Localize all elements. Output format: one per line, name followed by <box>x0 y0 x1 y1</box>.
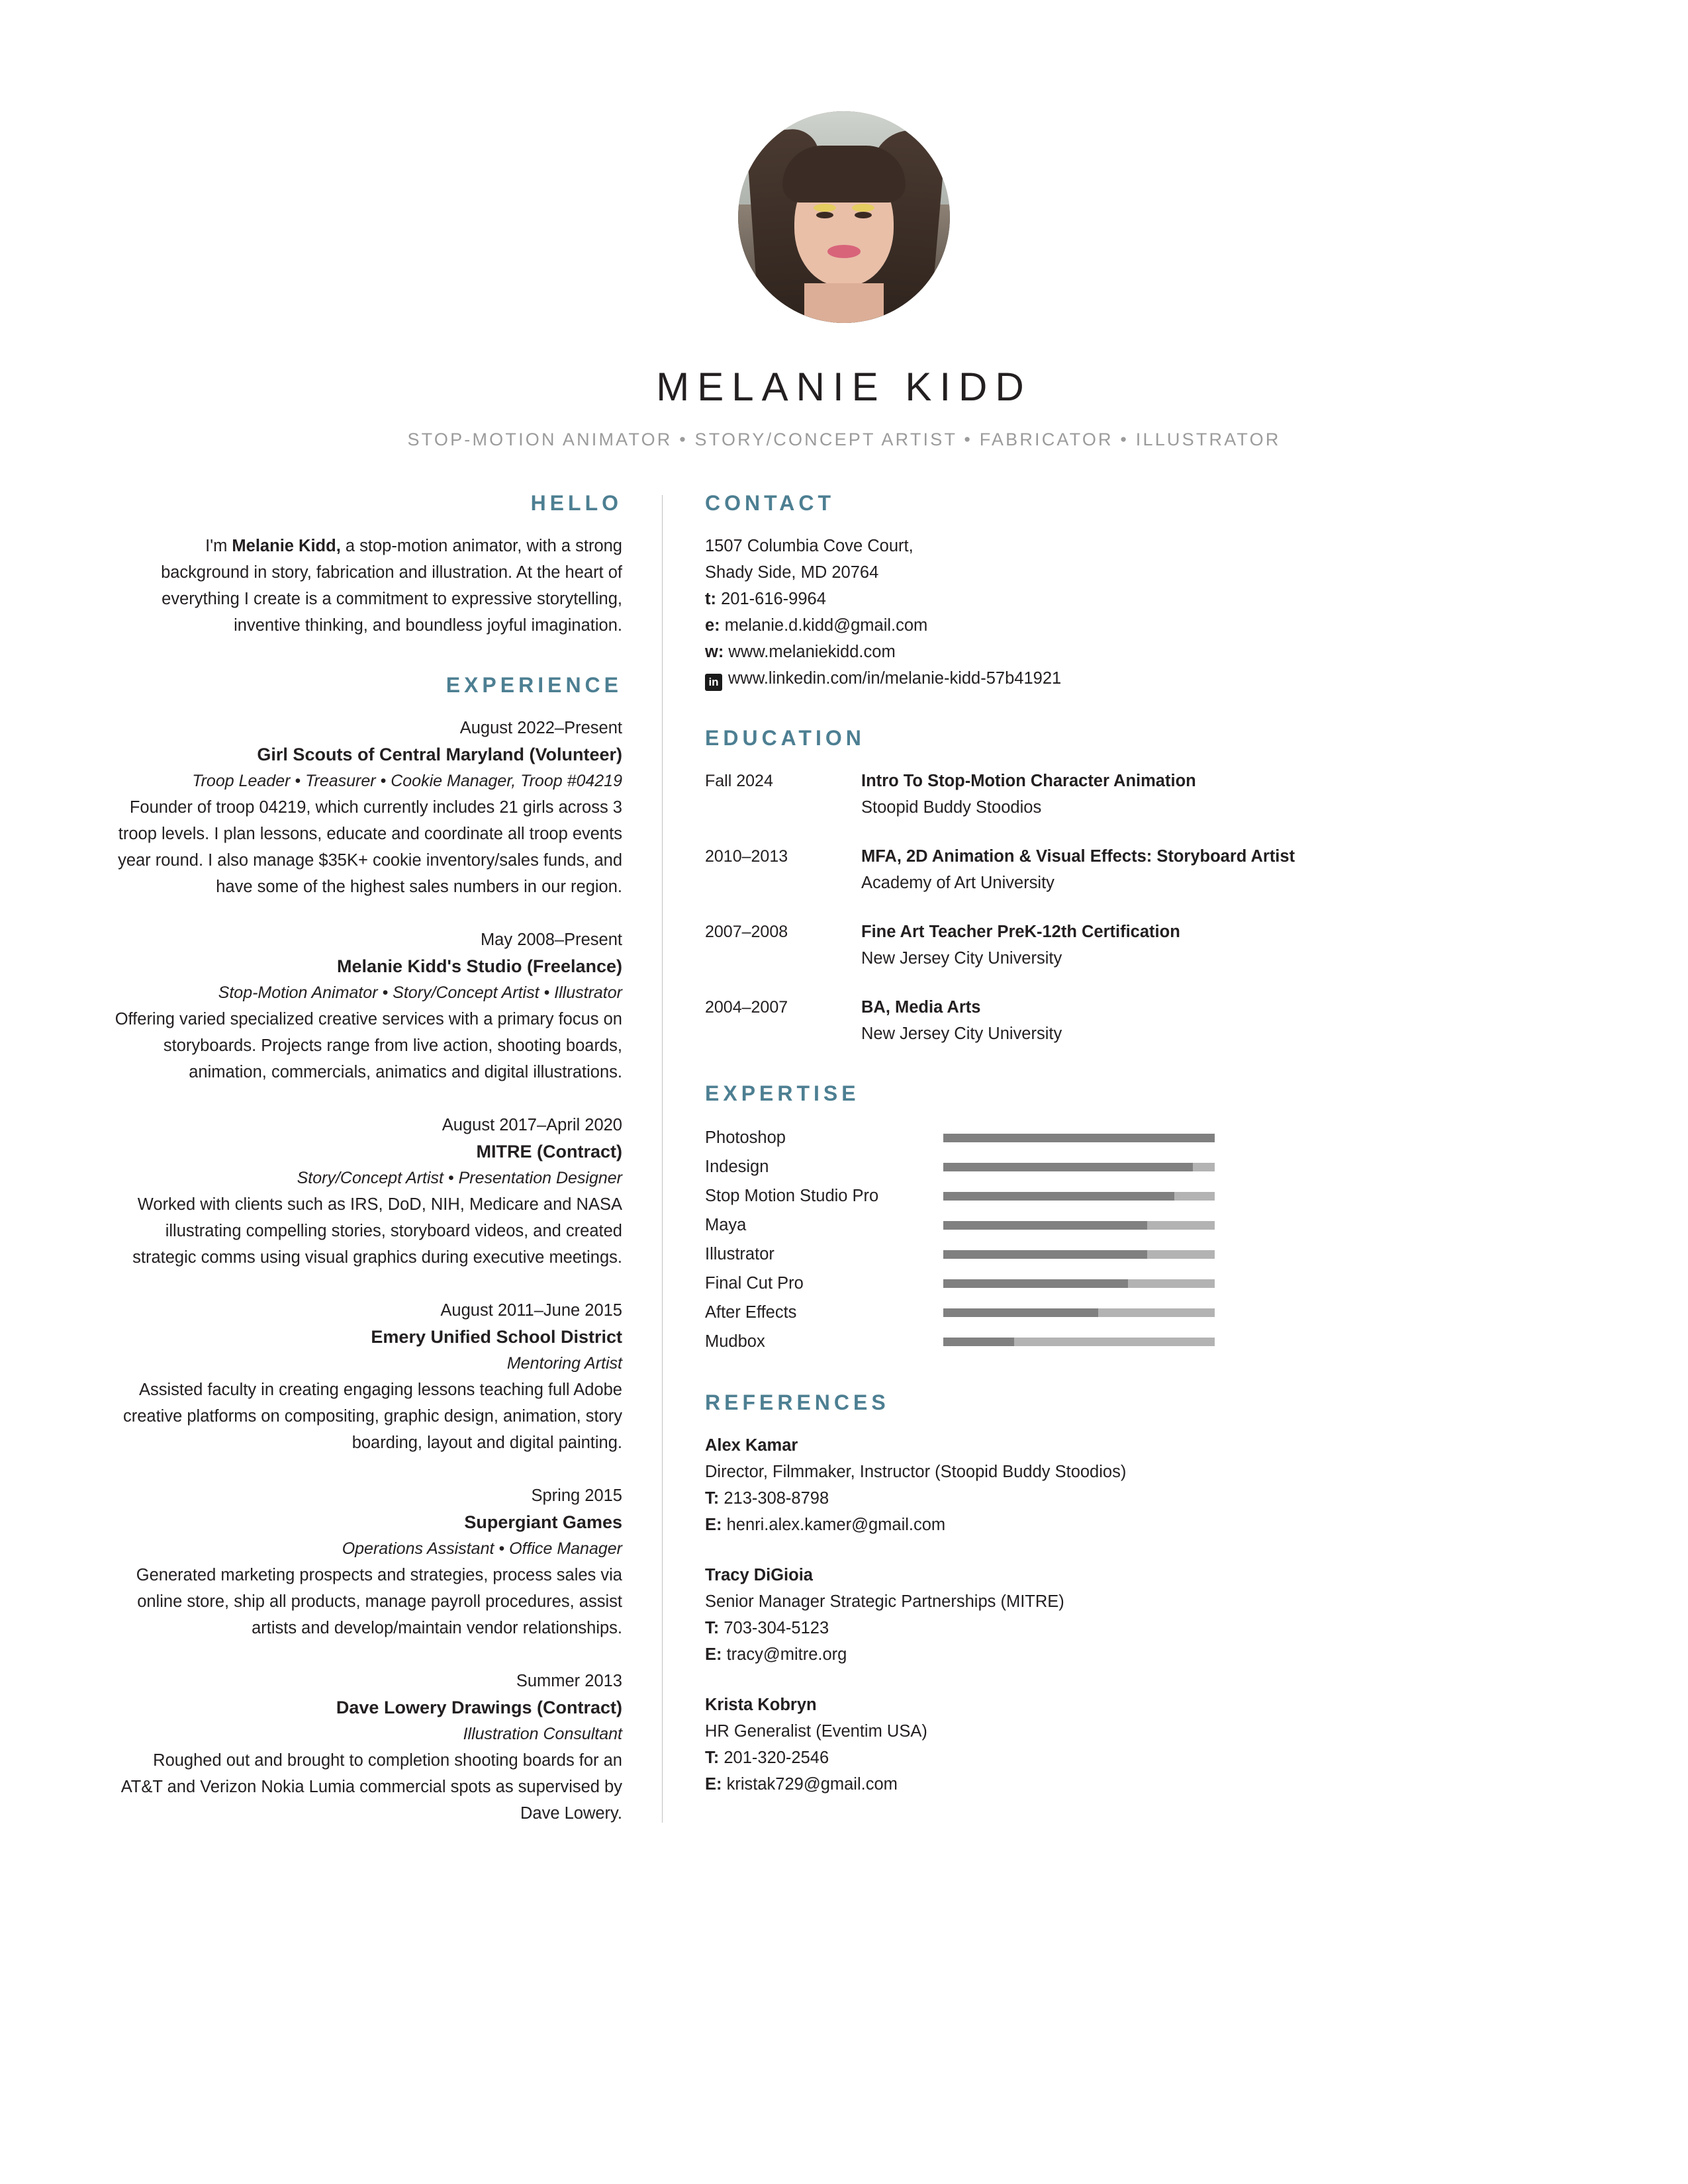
references-section <box>705 1390 1575 1797</box>
skill-row <box>705 1123 1575 1152</box>
skill-row <box>705 1269 1575 1298</box>
hello-text-pre: I'm <box>205 537 232 555</box>
experience-description: Worked with clients such as IRS, DoD, NIH, Medicare and NASA illustrating compelling stories, storyboard videos, and created strategic comms using visual graphics during executive meetings. <box>132 1195 622 1267</box>
education-date: 2007–2008 <box>705 923 788 941</box>
skill-bar-fill <box>943 1192 1174 1201</box>
content-columns <box>0 491 1688 1827</box>
contact-address-line2: Shady Side, MD 20764 <box>705 563 879 582</box>
left-column <box>113 491 662 1827</box>
experience-organization: Dave Lowery Drawings (Contract) <box>336 1698 622 1717</box>
experience-item <box>113 715 622 900</box>
skill-label: Illustrator <box>705 1245 774 1263</box>
experience-item <box>113 927 622 1085</box>
contact-email-value[interactable]: melanie.d.kidd@gmail.com <box>724 616 928 635</box>
skill-bar-track <box>943 1279 1215 1288</box>
skill-label: Stop Motion Studio Pro <box>705 1187 879 1205</box>
reference-email-value[interactable]: kristak729@gmail.com <box>726 1775 898 1794</box>
expertise-section <box>705 1081 1575 1356</box>
skill-bar-track <box>943 1250 1215 1259</box>
skill-label: Maya <box>705 1216 747 1234</box>
experience-organization: Girl Scouts of Central Maryland (Volunteer) <box>257 745 622 764</box>
skill-bar-fill <box>943 1338 1014 1346</box>
experience-organization: Melanie Kidd's Studio (Freelance) <box>337 956 622 976</box>
education-school: Academy of Art University <box>861 874 1055 892</box>
experience-date: May 2008–Present <box>480 931 622 949</box>
skill-bar-fill <box>943 1134 1215 1142</box>
skill-bar-track <box>943 1134 1215 1142</box>
reference-name: Krista Kobryn <box>705 1696 817 1714</box>
experience-role: Stop-Motion Animator • Story/Concept Artist • Illustrator <box>218 983 622 1002</box>
reference-phone-label: T: <box>705 1749 720 1767</box>
experience-date: August 2017–April 2020 <box>442 1116 622 1134</box>
reference-email-value[interactable]: tracy@mitre.org <box>726 1645 847 1664</box>
experience-role: Mentoring Artist <box>506 1354 622 1373</box>
reference-title: HR Generalist (Eventim USA) <box>705 1722 927 1741</box>
contact-linkedin[interactable] <box>705 665 1575 692</box>
skill-row <box>705 1210 1575 1240</box>
skill-bar-track <box>943 1338 1215 1346</box>
skill-bar-fill <box>943 1308 1098 1317</box>
education-date: Fall 2024 <box>705 772 773 790</box>
skill-bar-track <box>943 1192 1215 1201</box>
section-heading-references: REFERENCES <box>705 1390 890 1414</box>
skill-bar-fill <box>943 1250 1147 1259</box>
skill-bar-fill <box>943 1279 1128 1288</box>
experience-description: Roughed out and brought to completion shooting boards for an AT&T and Verizon Nokia Lumia commercial spots as supervised by Dave Lowery. <box>120 1751 622 1823</box>
reference-email-label: E: <box>705 1516 722 1534</box>
reference-email[interactable] <box>705 1771 1575 1797</box>
skill-label: Mudbox <box>705 1332 765 1351</box>
education-degree: Fine Art Teacher PreK-12th Certification <box>861 923 1180 941</box>
education-school: New Jersey City University <box>861 1024 1062 1043</box>
skill-label: Final Cut Pro <box>705 1274 804 1293</box>
reference-email[interactable] <box>705 1512 1575 1538</box>
contact-web-value[interactable]: www.melaniekidd.com <box>728 643 896 661</box>
reference-item <box>705 1692 1575 1797</box>
skill-bar-track <box>943 1221 1215 1230</box>
hello-text-post: a stop-motion animator, with a strong background in story, fabrication and illustration. At the heart of everything I create is a commitment to expressive storytelling, inventive thinking, and boundless joyful imagination. <box>161 537 622 635</box>
reference-email-value[interactable]: henri.alex.kamer@gmail.com <box>726 1516 946 1534</box>
resume-header <box>0 0 1688 450</box>
reference-phone-value: 201-320-2546 <box>724 1749 829 1767</box>
skill-label: Indesign <box>705 1158 769 1176</box>
experience-item <box>113 1668 622 1827</box>
skill-row <box>705 1240 1575 1269</box>
reference-title: Director, Filmmaker, Instructor (Stoopid Buddy Stoodios) <box>705 1463 1127 1481</box>
experience-date: August 2011–June 2015 <box>440 1301 622 1320</box>
reference-phone-label: T: <box>705 1489 720 1508</box>
contact-phone-label: t: <box>705 590 716 608</box>
section-heading-experience: EXPERIENCE <box>445 673 622 697</box>
contact-web-label: w: <box>705 643 724 661</box>
experience-date: August 2022–Present <box>459 719 622 737</box>
education-item <box>705 994 1575 1047</box>
reference-name: Tracy DiGioia <box>705 1566 813 1584</box>
contact-address-line1: 1507 Columbia Cove Court, <box>705 537 914 555</box>
experience-description: Offering varied specialized creative services with a primary focus on storyboards. Projects range from live action, shooting boards, animation, commercials, animatics and digital illustrations. <box>115 1010 622 1081</box>
reference-phone-label: T: <box>705 1619 720 1637</box>
skill-label: After Effects <box>705 1303 797 1322</box>
experience-role: Story/Concept Artist • Presentation Designer <box>297 1169 622 1187</box>
experience-description: Assisted faculty in creating engaging lessons teaching full Adobe creative platforms on compositing, graphic design, animation, story boarding, layout and digital painting. <box>122 1381 622 1452</box>
experience-role: Illustration Consultant <box>463 1725 622 1743</box>
experience-date: Spring 2015 <box>531 1486 622 1505</box>
education-date: 2004–2007 <box>705 998 788 1017</box>
page-title: MELANIE KIDD <box>656 365 1032 409</box>
experience-description: Generated marketing prospects and strategies, process sales via online store, ship all products, manage payroll procedures, assist artists and develop/maintain vendor relationships. <box>136 1566 622 1637</box>
right-column <box>663 491 1575 1827</box>
skill-row <box>705 1152 1575 1181</box>
education-degree: BA, Media Arts <box>861 998 981 1017</box>
experience-role: Operations Assistant • Office Manager <box>342 1539 622 1558</box>
education-section <box>705 726 1575 1047</box>
skill-row <box>705 1181 1575 1210</box>
skill-row <box>705 1298 1575 1327</box>
education-degree: MFA, 2D Animation & Visual Effects: Storyboard Artist <box>861 847 1295 866</box>
contact-phone <box>705 586 1575 612</box>
contact-block <box>705 533 1575 692</box>
hello-name-bold: Melanie Kidd, <box>232 537 341 555</box>
reference-phone <box>705 1485 1575 1512</box>
linkedin-icon: in <box>705 674 722 691</box>
reference-title: Senior Manager Strategic Partnerships (MITRE) <box>705 1592 1064 1611</box>
reference-email-label: E: <box>705 1645 722 1664</box>
experience-description: Founder of troop 04219, which currently includes 21 girls across 3 troop levels. I plan lessons, educate and coordinate all troop events year round. I also manage $35K+ cookie inventory/sales funds, and have some of the highest sales numbers in our region. <box>118 798 622 896</box>
reference-email[interactable] <box>705 1641 1575 1668</box>
experience-item <box>113 1297 622 1456</box>
section-heading-education: EDUCATION <box>705 726 865 750</box>
avatar <box>738 111 950 323</box>
experience-item <box>113 1482 622 1641</box>
experience-item <box>113 1112 622 1271</box>
experience-section <box>113 673 622 1827</box>
experience-role: Troop Leader • Treasurer • Cookie Manager, Troop #04219 <box>192 772 622 790</box>
education-date: 2010–2013 <box>705 847 788 866</box>
skill-label: Photoshop <box>705 1128 786 1147</box>
education-item <box>705 768 1575 821</box>
contact-email[interactable] <box>705 612 1575 639</box>
reference-phone-value: 213-308-8798 <box>724 1489 829 1508</box>
skill-bar-track <box>943 1308 1215 1317</box>
contact-phone-value: 201-616-9964 <box>721 590 826 608</box>
education-school: Stoopid Buddy Stoodios <box>861 798 1042 817</box>
reference-email-label: E: <box>705 1775 722 1794</box>
section-heading-hello: HELLO <box>530 491 622 515</box>
professional-tagline: STOP-MOTION ANIMATOR • STORY/CONCEPT ARTIST • FABRICATOR • ILLUSTRATOR <box>407 430 1281 449</box>
experience-date: Summer 2013 <box>516 1672 622 1690</box>
experience-organization: MITRE (Contract) <box>476 1142 622 1161</box>
contact-linkedin-value[interactable]: www.linkedin.com/in/melanie-kidd-57b41921 <box>728 669 1062 688</box>
reference-item <box>705 1562 1575 1668</box>
skill-bar-track <box>943 1163 1215 1171</box>
contact-website[interactable] <box>705 639 1575 665</box>
reference-item <box>705 1432 1575 1538</box>
education-item <box>705 919 1575 972</box>
reference-phone <box>705 1615 1575 1641</box>
hello-paragraph <box>113 533 622 639</box>
reference-phone <box>705 1745 1575 1771</box>
contact-email-label: e: <box>705 616 720 635</box>
experience-organization: Supergiant Games <box>464 1512 622 1532</box>
skill-bar-fill <box>943 1163 1193 1171</box>
education-degree: Intro To Stop-Motion Character Animation <box>861 772 1196 790</box>
skill-row <box>705 1327 1575 1356</box>
education-school: New Jersey City University <box>861 949 1062 968</box>
section-heading-contact: CONTACT <box>705 491 835 515</box>
reference-phone-value: 703-304-5123 <box>724 1619 829 1637</box>
reference-name: Alex Kamar <box>705 1436 798 1455</box>
section-heading-expertise: EXPERTISE <box>705 1081 860 1105</box>
experience-organization: Emery Unified School District <box>371 1327 622 1347</box>
education-item <box>705 843 1575 896</box>
skill-bar-fill <box>943 1221 1147 1230</box>
